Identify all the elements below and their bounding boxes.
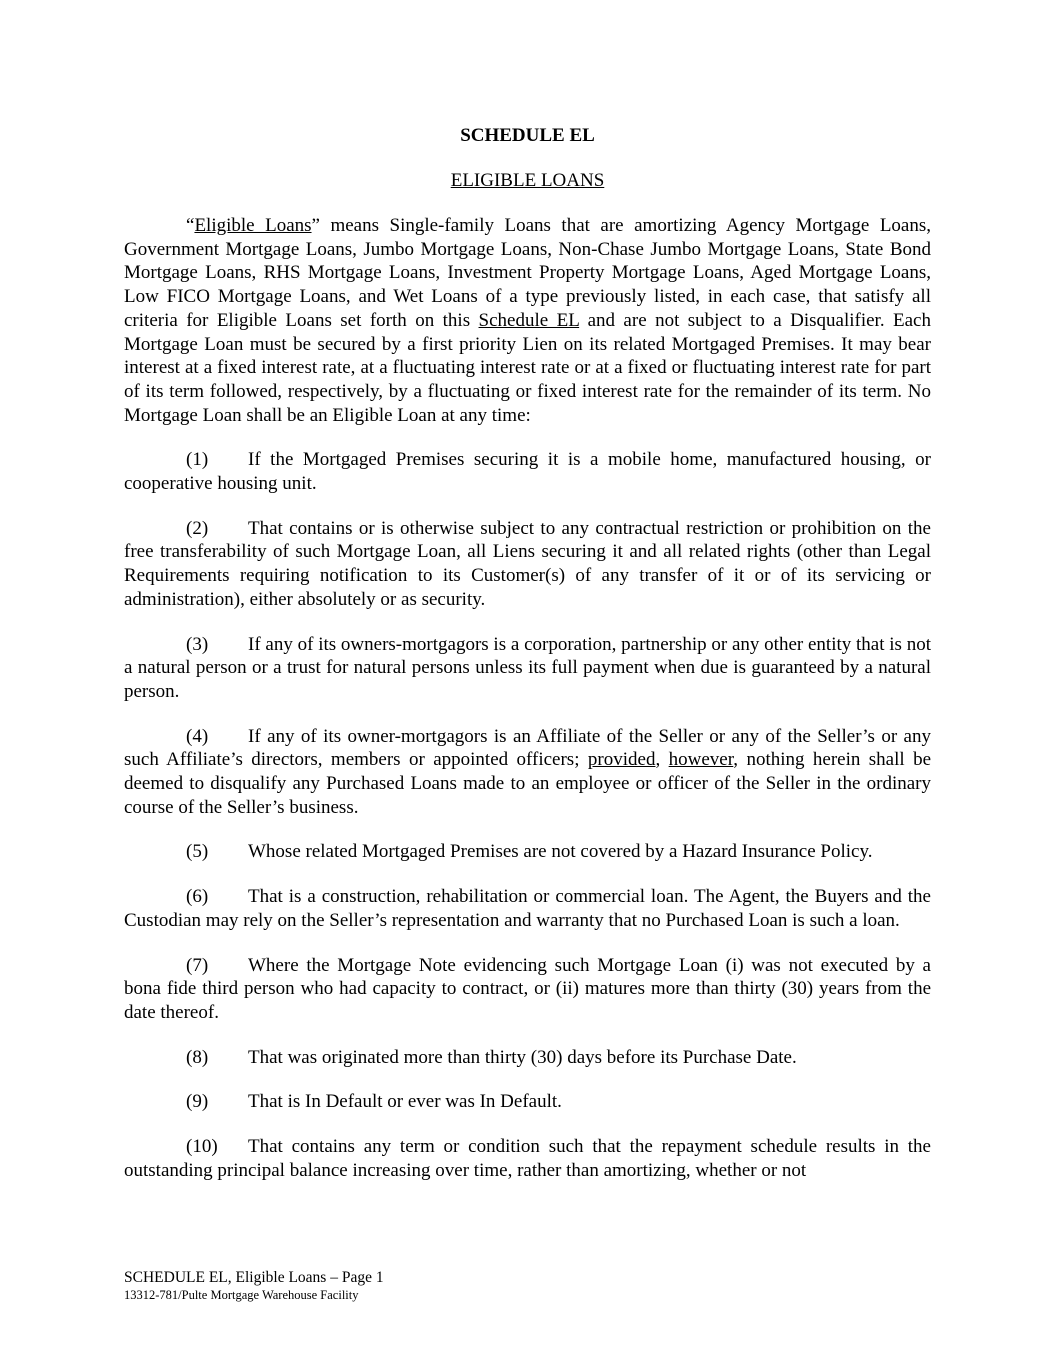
- list-item-6: [124, 885, 931, 932]
- item-text-a: If any of its owner-mortgagors is an Affiliate of the Seller or any of the Seller’s or any such Affiliate’s directors, members or appointed officers;: [124, 725, 931, 771]
- item-text: Where the Mortgage Note evidencing such Mortgage Loan (i) was not executed by a bona fide third person who had capacity to contract, or (ii) matures more than thirty (30) years from the date thereof.: [124, 954, 931, 1023]
- item-number: (6): [186, 886, 209, 908]
- item-number: (1): [186, 449, 209, 471]
- list-item-4: [124, 725, 931, 820]
- list-item-7: [124, 954, 931, 1025]
- item-text-b: , nothing herein shall be deemed to disqualify any Purchased Loans made to an employee or officer of the Seller in the ordinary course of the Seller’s business.: [124, 749, 932, 818]
- schedule-subtitle: [124, 169, 931, 193]
- list-item-5: [124, 840, 931, 864]
- document-page: [124, 124, 931, 1183]
- item-text: If the Mortgaged Premises securing it is a mobile home, manufactured housing, or cooperative housing unit.: [124, 449, 931, 495]
- schedule-subtitle-text: ELIGIBLE LOANS: [450, 170, 605, 191]
- item-number: (5): [186, 841, 209, 863]
- footer-page-label: SCHEDULE EL, Eligible Loans – Page 1: [124, 1269, 384, 1286]
- however-term: however: [668, 749, 734, 771]
- item-number: (8): [186, 1046, 209, 1068]
- defined-term: Eligible Loans: [194, 215, 312, 236]
- item-text: Whose related Mortgaged Premises are not covered by a Hazard Insurance Policy.: [248, 841, 873, 863]
- item-text: If any of its owners-mortgagors is a corporation, partnership or any other entity that is not a natural person or a trust for natural persons unless its full payment when due is guaranteed by a natural person.: [124, 633, 931, 702]
- list-item-10: [124, 1135, 931, 1182]
- item-text: That was originated more than thirty (30) days before its Purchase Date.: [248, 1046, 797, 1068]
- item-number: (3): [186, 633, 209, 655]
- item-text: That contains any term or condition such that the repayment schedule results in the outstanding principal balance increasing over time, rather than amortizing, whether or not: [124, 1136, 931, 1181]
- open-quote: “: [186, 215, 195, 236]
- intro-text-a: ” means Single-family Loans that are amortizing Agency Mortgage Loans, Government Mortgage Loans, Jumbo Mortgage Loans, Non-Chase Jumbo Mortgage Loans, State Bond Mortgage Loans, RHS Mortgage Loans, Investment Property Mortgage Loans, Aged Mortgage Loans, Low FICO Mortgage Loans, and Wet Loans of a type previously listed, in each case, that satisfy all criteria for Eligible Loans set forth on this: [124, 215, 931, 331]
- footer-doc-id: 13312-781/Pulte Mortgage Warehouse Facility: [124, 1288, 359, 1302]
- schedule-reference: Schedule EL: [478, 309, 580, 331]
- provided-term: provided: [587, 749, 656, 771]
- intro-text-b: and are not subject to a Disqualifier. Each Mortgage Loan must be secured by a first priority Lien on its related Mortgaged Premises. It may bear interest at a fixed interest rate, at a fluctuating interest rate or at a fixed or fluctuating interest rate for part of its term followed, respectively, by a fluctuating or fixed interest rate for the remainder of its term. No Mortgage Loan shall be an Eligible Loan at any time:: [124, 309, 931, 426]
- intro-paragraph: [124, 214, 931, 427]
- item-text: That is a construction, rehabilitation or commercial loan. The Agent, the Buyers and the Custodian may rely on the Seller’s representation and warranty that no Purchased Loan is such a loan.: [124, 886, 931, 931]
- page-footer: [124, 1268, 384, 1303]
- list-item-1: [124, 448, 931, 495]
- item-number: (2): [186, 517, 209, 539]
- item-number: (4): [186, 725, 209, 747]
- item-number: (9): [186, 1091, 209, 1113]
- schedule-title: SCHEDULE EL: [460, 125, 595, 146]
- item-text: That is In Default or ever was In Default.: [248, 1091, 562, 1113]
- item-number: (7): [186, 954, 209, 976]
- list-item-9: [124, 1090, 931, 1114]
- item-comma: ,: [655, 749, 669, 771]
- item-number: (10): [186, 1136, 218, 1158]
- list-item-8: [124, 1046, 931, 1070]
- item-text: That contains or is otherwise subject to any contractual restriction or prohibition on the free transferability of such Mortgage Loan, all Liens securing it and all related rights (other than Legal Requirements requiring notification to its Customer(s) of any transfer of it or of its servicing or administration), either absolutely or as security.: [124, 517, 931, 610]
- list-item-3: [124, 633, 931, 704]
- list-item-2: [124, 517, 931, 612]
